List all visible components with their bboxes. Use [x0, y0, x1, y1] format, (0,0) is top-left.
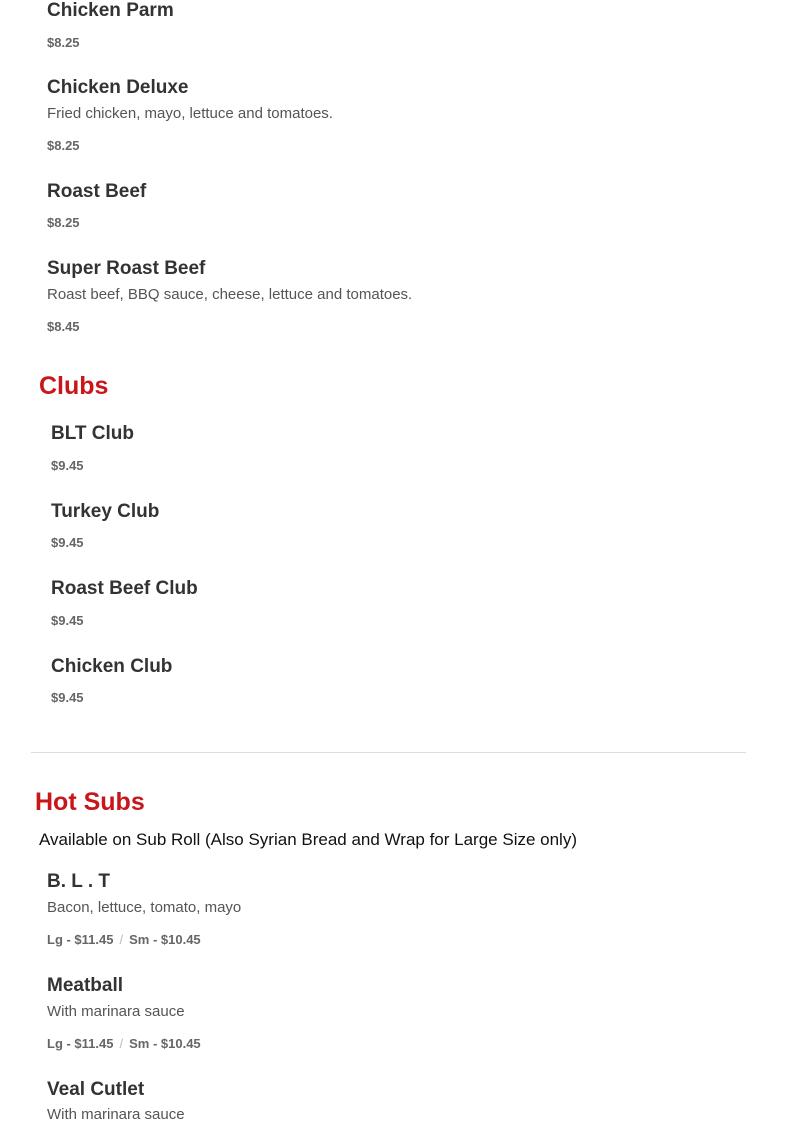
menu-item-price: [47, 932, 201, 947]
menu-item[interactable]: [51, 501, 160, 550]
price-small: Sm - $10.45: [129, 1036, 201, 1051]
menu-item-price: $9.45: [51, 613, 84, 628]
menu-item-price: $8.25: [47, 215, 80, 230]
menu-item[interactable]: [47, 77, 333, 153]
section-title-hot-subs: Hot Subs: [35, 788, 145, 816]
menu-item-description: Roast beef, BBQ sauce, cheese, lettuce and tomatoes.: [47, 286, 413, 303]
section-note: Available on Sub Roll (Also Syrian Bread and Wrap for Large Size only): [39, 830, 577, 849]
menu-item-description: With marinara sauce: [47, 1003, 185, 1020]
menu-item-name: Roast Beef Club: [51, 578, 198, 599]
price-small: Sm - $10.45: [129, 932, 201, 947]
menu-item-price: [47, 1036, 201, 1051]
menu-item-price: $8.25: [47, 35, 80, 50]
menu-item-name: Chicken Deluxe: [47, 77, 189, 98]
menu-item-price: $9.45: [51, 535, 84, 550]
menu-item-name: Super Roast Beef: [47, 258, 206, 279]
menu-item-description: Fried chicken, mayo, lettuce and tomatoes.: [47, 105, 333, 122]
price-large: Lg - $11.45: [47, 1036, 114, 1051]
menu-item-name: Veal Cutlet: [47, 1079, 145, 1100]
menu-item-name: BLT Club: [51, 423, 135, 444]
menu-item-name: Roast Beef: [47, 181, 147, 202]
menu-item[interactable]: [47, 0, 174, 50]
menu-item-price: $9.45: [51, 690, 84, 705]
menu-item[interactable]: [51, 423, 135, 473]
menu-item-name: Chicken Club: [51, 656, 173, 677]
menu-item[interactable]: [47, 1079, 185, 1123]
price-large: Lg - $11.45: [47, 932, 114, 947]
menu-item[interactable]: [47, 181, 147, 230]
section-title-clubs: Clubs: [39, 372, 109, 400]
menu-item-description: With marinara sauce: [47, 1106, 185, 1123]
menu-item[interactable]: [51, 578, 198, 628]
menu-item-name: Meatball: [47, 975, 124, 996]
menu-item-description: Bacon, lettuce, tomato, mayo: [47, 899, 242, 916]
menu-item[interactable]: [51, 656, 173, 705]
menu-item-name: B. L . T: [47, 871, 110, 892]
menu-item[interactable]: [47, 871, 242, 947]
menu-item-name: Chicken Parm: [47, 0, 174, 21]
section-divider: [31, 752, 746, 753]
menu-item-price: $9.45: [51, 458, 84, 473]
menu-item-name: Turkey Club: [51, 501, 160, 522]
price-separator: /: [119, 1036, 124, 1051]
menu-item-price: $8.45: [47, 319, 80, 334]
price-separator: /: [119, 932, 124, 947]
menu-item[interactable]: [47, 975, 201, 1051]
menu-item[interactable]: [47, 258, 413, 334]
menu-item-price: $8.25: [47, 138, 80, 153]
